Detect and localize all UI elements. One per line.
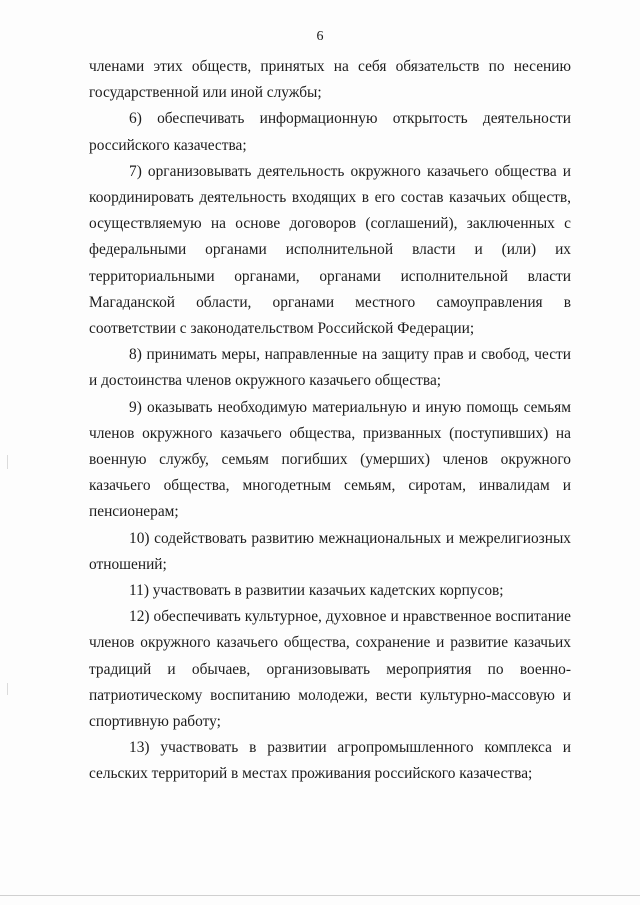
paragraph-item-12: 12) обеспечивать культурное, духовное и нравственное воспитание членов окружного казачьего общества, сохранение и развитие казачьих традиций и обычаев, организовывать мероприятия по военно-патриотическому воспитанию молодежи, вести культурно-массовую и спортивную работу; [89, 608, 571, 731]
paragraph-item-13: 13) участвовать в развитии агропромышленного комплекса и сельских территорий в местах проживания российского казачества; [89, 739, 571, 783]
paragraph-item-11: 11) участвовать в развитии казачьих кадетских корпусов; [129, 582, 504, 600]
paragraph-item-8: 8) принимать меры, направленные на защиту прав и свобод, чести и достоинства членов окружного казачьего общества; [89, 346, 571, 390]
paragraph-item-10: 10) содействовать развитию межнациональных и межрелигиозных отношений; [89, 529, 571, 573]
scan-artifact [7, 683, 8, 695]
paragraph-continuation: членами этих обществ, принятых на себя обязательств по несению государственной или иной службы; [89, 58, 571, 102]
paragraph-item-7: 7) организовывать деятельность окружного казачьего общества и координировать деятельность входящих в его состав казачьих обществ, осуществляемую на основе договоров (соглашений), заключенных с федеральными органами исполнительной власти и (или) их территориальными органами, органами исполнительной власти Магаданской области, органами местного самоуправления в соответствии с законодательством Российской Федерации; [89, 162, 571, 338]
page-bottom-edge [0, 895, 640, 896]
document-body [89, 54, 571, 788]
page-number: 6 [316, 29, 324, 44]
paragraph-item-6: 6) обеспечивать информационную открытость деятельности российского казачества; [89, 110, 571, 154]
paragraph-item-9: 9) оказывать необходимую материальную и иную помощь семьям членов окружного казачьего общества, призванных (поступивших) на военную службу, семьям погибших (умерших) членов окружного казачьего общества, многодетным семьям, сиротам, инвалидам и пенсионерам; [89, 398, 571, 521]
scan-artifact [7, 455, 8, 469]
